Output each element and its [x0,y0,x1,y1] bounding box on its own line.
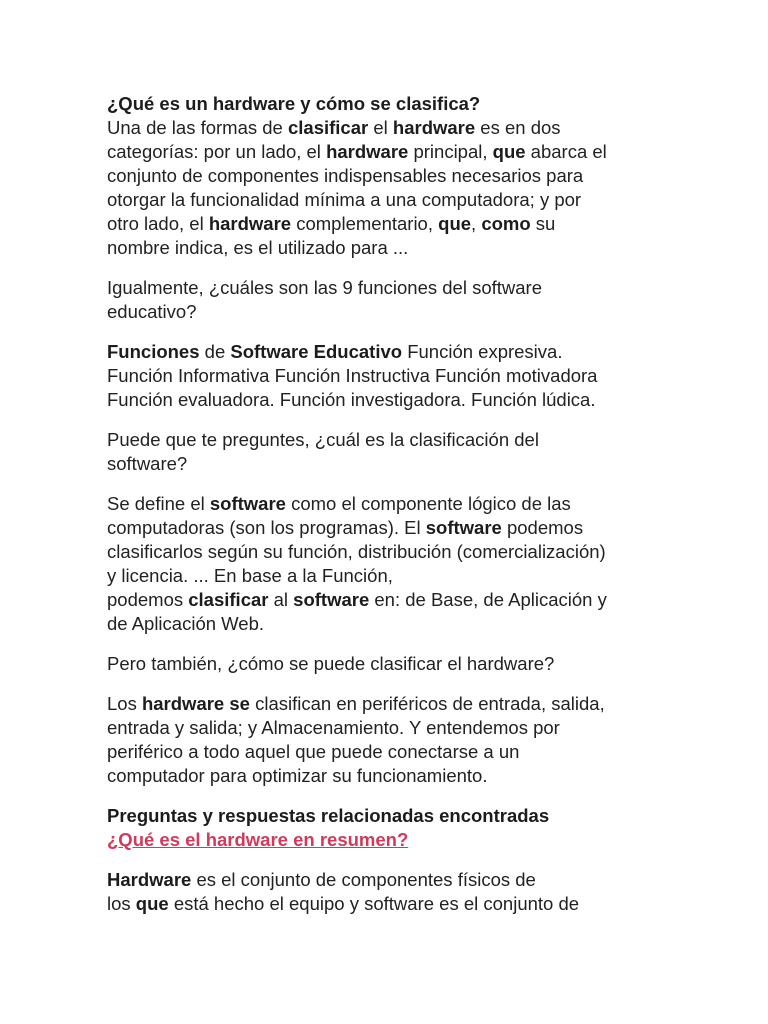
text-segment: en: de Base, de Aplicación y [369,589,607,610]
text-segment: como el componente lógico de las [285,493,571,514]
bold-text: hardware [208,213,292,234]
text-segment: Función expresiva. [402,341,563,362]
text-segment: clasifican en periféricos de entrada, salida, [249,693,605,714]
paragraph [107,868,667,916]
text-line [107,188,667,212]
text-line [107,140,667,164]
text-line [107,428,667,452]
text-line [107,212,667,236]
paragraph [107,276,667,324]
paragraph [107,652,667,676]
text-segment: podemos [501,517,584,538]
text-line [107,492,667,516]
bold-text: Preguntas y respuestas relacionadas encontradas [107,805,550,826]
bold-text: clasificar [287,117,369,138]
text-segment: de Aplicación Web. [107,613,265,634]
text-segment: conjunto de componentes indispensables necesarios para [107,165,584,186]
text-segment: entrada y salida; y Almacenamiento. Y entendemos por [107,717,560,738]
text-segment: el [368,117,393,138]
text-line [107,116,667,140]
bold-text: que [438,213,472,234]
text-line [107,92,667,116]
text-segment: nombre indica, es el utilizado para ... [107,237,409,258]
text-segment: educativo? [107,301,197,322]
text-line [107,652,667,676]
bold-text: hardware [392,117,476,138]
bold-text: como [481,213,531,234]
text-segment: Se define el [107,493,210,514]
bold-text: software [425,517,502,538]
text-line [107,804,667,828]
text-line [107,868,667,892]
text-segment: Puede que te preguntes, ¿cuál es la clasificación del [107,429,539,450]
text-segment: Los [107,693,142,714]
text-line [107,276,667,300]
text-segment: al [268,589,294,610]
text-line [107,588,667,612]
text-segment: Pero también, ¿cómo se puede clasificar el hardware? [107,653,555,674]
bold-text: hardware se [141,693,250,714]
text-line [107,340,667,364]
text-line [107,540,667,564]
text-line [107,516,667,540]
bold-text: software [209,493,286,514]
text-segment: es en dos [475,117,561,138]
text-segment: es el conjunto de componentes físicos de [191,869,536,890]
text-segment: categorías: por un lado, el [107,141,327,162]
text-segment: Función evaluadora. Función investigadora. Función lúdica. [107,389,596,410]
text-line [107,164,667,188]
paragraph [107,692,667,788]
text-segment: Función Informativa Función Instructiva Función motivadora [107,365,598,386]
text-line [107,612,667,636]
text-segment: abarca el [525,141,607,162]
text-segment: otro lado, el [107,213,209,234]
text-segment: software? [107,453,188,474]
text-segment: podemos [107,589,189,610]
related-question-link[interactable]: ¿Qué es el hardware en resumen? [107,829,409,850]
text-line [107,300,667,324]
text-segment: computador para optimizar su funcionamiento. [107,765,488,786]
text-segment: , [471,213,482,234]
bold-text: software [293,589,370,610]
text-segment: principal, [408,141,493,162]
text-segment: y licencia. ... En base a la Función, [107,565,393,586]
text-segment: de [199,341,231,362]
text-segment: los [107,893,136,914]
text-segment: Igualmente, ¿cuáles son las 9 funciones del software [107,277,542,298]
paragraph [107,492,667,636]
text-segment: su [530,213,556,234]
text-line [107,828,667,852]
text-line [107,236,667,260]
paragraph [107,428,667,476]
text-segment: Una de las formas de [107,117,288,138]
bold-text: ¿Qué es un hardware y cómo se clasifica? [107,93,481,114]
text-segment: complementario, [291,213,439,234]
text-line [107,764,667,788]
text-segment: periférico a todo aquel que puede conectarse a un [107,741,520,762]
bold-text: que [492,141,526,162]
paragraph [107,340,667,412]
text-segment: computadoras (son los programas). El [107,517,426,538]
text-line [107,452,667,476]
document-body [107,92,667,932]
text-segment: otorgar la funcionalidad mínima a una computadora; y por [107,189,582,210]
text-segment: está hecho el equipo y software es el conjunto de [168,893,580,914]
text-line [107,716,667,740]
bold-text: Funciones [107,341,200,362]
text-line [107,892,667,916]
bold-text: Hardware [107,869,192,890]
text-line [107,388,667,412]
text-line [107,564,667,588]
text-segment: clasificarlos según su función, distribución (comercialización) [107,541,606,562]
text-line [107,364,667,388]
bold-text: Software Educativo [230,341,403,362]
text-line [107,740,667,764]
bold-text: clasificar [188,589,269,610]
bold-text: que [135,893,169,914]
bold-text: hardware [326,141,409,162]
paragraph [107,92,667,260]
text-line [107,692,667,716]
paragraph [107,804,667,852]
